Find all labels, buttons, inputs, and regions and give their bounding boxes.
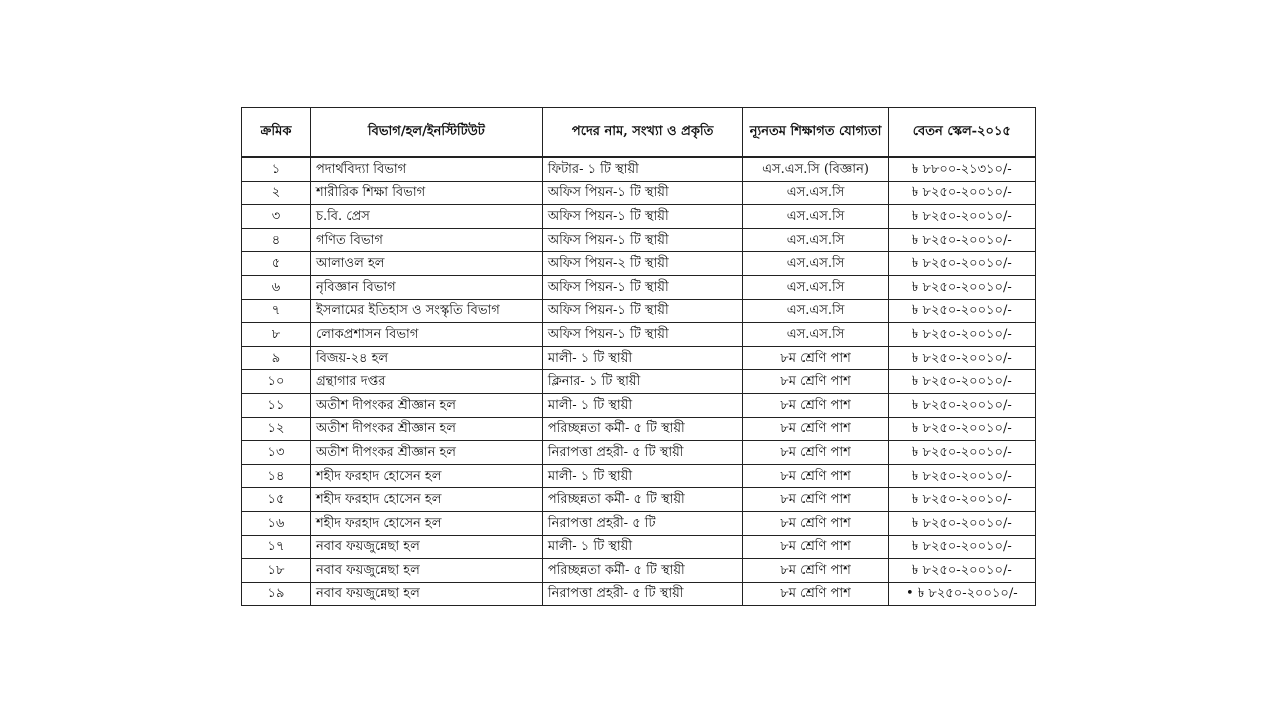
cell-post: পরিচ্ছন্নতা কর্মী- ৫ টি স্থায়ী <box>542 488 743 512</box>
cell-department: শহীদ ফরহাদ হোসেন হল <box>310 488 542 512</box>
cell-serial: ১৩ <box>242 441 311 465</box>
cell-post: অফিস পিয়ন-২ টি স্থায়ী <box>542 252 743 276</box>
cell-department: চ.বি. প্রেস <box>310 205 542 229</box>
cell-post: মালী- ১ টি স্থায়ী <box>542 535 743 559</box>
cell-post: অফিস পিয়ন-১ টি স্থায়ী <box>542 275 743 299</box>
cell-department: লোকপ্রশাসন বিভাগ <box>310 323 542 347</box>
cell-pay-scale: ৳ ৮২৫০-২০০১০/- <box>888 323 1035 347</box>
cell-qualification: ৮ম শ্রেণি পাশ <box>743 393 888 417</box>
cell-qualification: এস.এস.সি <box>743 299 888 323</box>
cell-post: ফিটার- ১ টি স্থায়ী <box>542 157 743 181</box>
table-header <box>242 108 1036 158</box>
cell-department: শহীদ ফরহাদ হোসেন হল <box>310 511 542 535</box>
cell-post: নিরাপত্তা প্রহরী- ৫ টি <box>542 511 743 535</box>
cell-pay-scale: ৳ ৮২৫০-২০০১০/- <box>888 299 1035 323</box>
cell-department: ইসলামের ইতিহাস ও সংস্কৃতি বিভাগ <box>310 299 542 323</box>
cell-serial: ১১ <box>242 393 311 417</box>
cell-serial: ১৬ <box>242 511 311 535</box>
cell-pay-scale: ৳ ৮২৫০-২০০১০/- <box>888 275 1035 299</box>
table-row <box>242 275 1036 299</box>
cell-pay-scale: ৳ ৮২৫০-২০০১০/- <box>888 441 1035 465</box>
table-row <box>242 370 1036 394</box>
cell-post: অফিস পিয়ন-১ টি স্থায়ী <box>542 205 743 229</box>
cell-pay-scale: ৳ ৮২৫০-২০০১০/- <box>888 370 1035 394</box>
cell-department: শহীদ ফরহাদ হোসেন হল <box>310 464 542 488</box>
cell-qualification: ৮ম শ্রেণি পাশ <box>743 488 888 512</box>
cell-pay-scale: ৳ ৮২৫০-২০০১০/- <box>888 535 1035 559</box>
cell-qualification: এস.এস.সি <box>743 252 888 276</box>
cell-post: মালী- ১ টি স্থায়ী <box>542 346 743 370</box>
cell-post: মালী- ১ টি স্থায়ী <box>542 464 743 488</box>
cell-post: অফিস পিয়ন-১ টি স্থায়ী <box>542 299 743 323</box>
cell-qualification: ৮ম শ্রেণি পাশ <box>743 582 888 606</box>
cell-serial: ২ <box>242 181 311 205</box>
cell-qualification: এস.এস.সি <box>743 181 888 205</box>
table-row <box>242 157 1036 181</box>
cell-pay-scale: ৳ ৮২৫০-২০০১০/- <box>888 488 1035 512</box>
table-row <box>242 228 1036 252</box>
cell-department: গণিত বিভাগ <box>310 228 542 252</box>
cell-pay-scale: ৳ ৮২৫০-২০০১০/- <box>888 417 1035 441</box>
cell-post: অফিস পিয়ন-১ টি স্থায়ী <box>542 323 743 347</box>
header-qualification: ন্যূনতম শিক্ষাগত যোগ্যতা <box>743 108 888 158</box>
cell-pay-scale: ৳ ৮২৫০-২০০১০/- <box>888 205 1035 229</box>
cell-department: নবাব ফয়জুন্নেছা হল <box>310 535 542 559</box>
table-row <box>242 205 1036 229</box>
table-row <box>242 582 1036 606</box>
cell-serial: ১ <box>242 157 311 181</box>
cell-pay-scale: • ৳ ৮২৫০-২০০১০/- <box>888 582 1035 606</box>
table-row <box>242 393 1036 417</box>
cell-department: নবাব ফয়জুন্নেছা হল <box>310 582 542 606</box>
header-pay-scale: বেতন স্কেল-২০১৫ <box>888 108 1035 158</box>
cell-serial: ১৫ <box>242 488 311 512</box>
cell-post: পরিচ্ছন্নতা কর্মী- ৫ টি স্থায়ী <box>542 417 743 441</box>
cell-qualification: ৮ম শ্রেণি পাশ <box>743 417 888 441</box>
cell-qualification: এস.এস.সি <box>743 323 888 347</box>
cell-department: নবাব ফয়জুন্নেছা হল <box>310 559 542 583</box>
table-row <box>242 441 1036 465</box>
table-row <box>242 346 1036 370</box>
cell-pay-scale: ৳ ৮২৫০-২০০১০/- <box>888 181 1035 205</box>
cell-qualification: এস.এস.সি <box>743 205 888 229</box>
table-body <box>242 157 1036 606</box>
cell-serial: ১৮ <box>242 559 311 583</box>
cell-department: অতীশ দীপংকর শ্রীজ্ঞান হল <box>310 393 542 417</box>
cell-serial: ৪ <box>242 228 311 252</box>
cell-qualification: এস.এস.সি <box>743 275 888 299</box>
table-row <box>242 252 1036 276</box>
table-row <box>242 323 1036 347</box>
table-row <box>242 181 1036 205</box>
cell-serial: ১৪ <box>242 464 311 488</box>
cell-qualification: ৮ম শ্রেণি পাশ <box>743 464 888 488</box>
cell-serial: ১৯ <box>242 582 311 606</box>
cell-department: আলাওল হল <box>310 252 542 276</box>
cell-post: নিরাপত্তা প্রহরী- ৫ টি স্থায়ী <box>542 582 743 606</box>
cell-qualification: এস.এস.সি (বিজ্ঞান) <box>743 157 888 181</box>
cell-serial: ১৭ <box>242 535 311 559</box>
cell-qualification: ৮ম শ্রেণি পাশ <box>743 535 888 559</box>
cell-post: পরিচ্ছন্নতা কর্মী- ৫ টি স্থায়ী <box>542 559 743 583</box>
cell-serial: ১০ <box>242 370 311 394</box>
cell-serial: ৫ <box>242 252 311 276</box>
cell-pay-scale: ৳ ৮২৫০-২০০১০/- <box>888 511 1035 535</box>
cell-serial: ৬ <box>242 275 311 299</box>
cell-post: অফিস পিয়ন-১ টি স্থায়ী <box>542 181 743 205</box>
table-row <box>242 511 1036 535</box>
table-row <box>242 299 1036 323</box>
cell-pay-scale: ৳ ৮২৫০-২০০১০/- <box>888 252 1035 276</box>
table-row <box>242 488 1036 512</box>
header-row <box>242 108 1036 158</box>
cell-post: নিরাপত্তা প্রহরী- ৫ টি স্থায়ী <box>542 441 743 465</box>
cell-qualification: ৮ম শ্রেণি পাশ <box>743 559 888 583</box>
cell-post: অফিস পিয়ন-১ টি স্থায়ী <box>542 228 743 252</box>
cell-qualification: ৮ম শ্রেণি পাশ <box>743 511 888 535</box>
cell-department: অতীশ দীপংকর শ্রীজ্ঞান হল <box>310 417 542 441</box>
cell-serial: ৮ <box>242 323 311 347</box>
cell-department: বিজয়-২৪ হল <box>310 346 542 370</box>
cell-pay-scale: ৳ ৮২৫০-২০০১০/- <box>888 228 1035 252</box>
cell-post: মালী- ১ টি স্থায়ী <box>542 393 743 417</box>
cell-post: ক্লিনার- ১ টি স্থায়ী <box>542 370 743 394</box>
cell-pay-scale: ৳ ৮২৫০-২০০১০/- <box>888 464 1035 488</box>
cell-qualification: ৮ম শ্রেণি পাশ <box>743 346 888 370</box>
cell-pay-scale: ৳ ৮২৫০-২০০১০/- <box>888 393 1035 417</box>
cell-department: গ্রন্থাগার দপ্তর <box>310 370 542 394</box>
header-department: বিভাগ/হল/ইনস্টিটিউট <box>310 108 542 158</box>
vacancy-table <box>241 107 1036 606</box>
cell-serial: ৯ <box>242 346 311 370</box>
table-row <box>242 417 1036 441</box>
cell-qualification: এস.এস.সি <box>743 228 888 252</box>
cell-department: অতীশ দীপংকর শ্রীজ্ঞান হল <box>310 441 542 465</box>
table-row <box>242 535 1036 559</box>
cell-qualification: ৮ম শ্রেণি পাশ <box>743 441 888 465</box>
cell-department: পদার্থবিদ্যা বিভাগ <box>310 157 542 181</box>
cell-serial: ৭ <box>242 299 311 323</box>
cell-department: শারীরিক শিক্ষা বিভাগ <box>310 181 542 205</box>
cell-serial: ১২ <box>242 417 311 441</box>
header-post: পদের নাম, সংখ্যা ও প্রকৃতি <box>542 108 743 158</box>
table-row <box>242 464 1036 488</box>
cell-pay-scale: ৳ ৮৮০০-২১৩১০/- <box>888 157 1035 181</box>
cell-pay-scale: ৳ ৮২৫০-২০০১০/- <box>888 346 1035 370</box>
cell-serial: ৩ <box>242 205 311 229</box>
table-row <box>242 559 1036 583</box>
cell-pay-scale: ৳ ৮২৫০-২০০১০/- <box>888 559 1035 583</box>
header-serial: ক্রমিক <box>242 108 311 158</box>
cell-department: নৃবিজ্ঞান বিভাগ <box>310 275 542 299</box>
cell-qualification: ৮ম শ্রেণি পাশ <box>743 370 888 394</box>
